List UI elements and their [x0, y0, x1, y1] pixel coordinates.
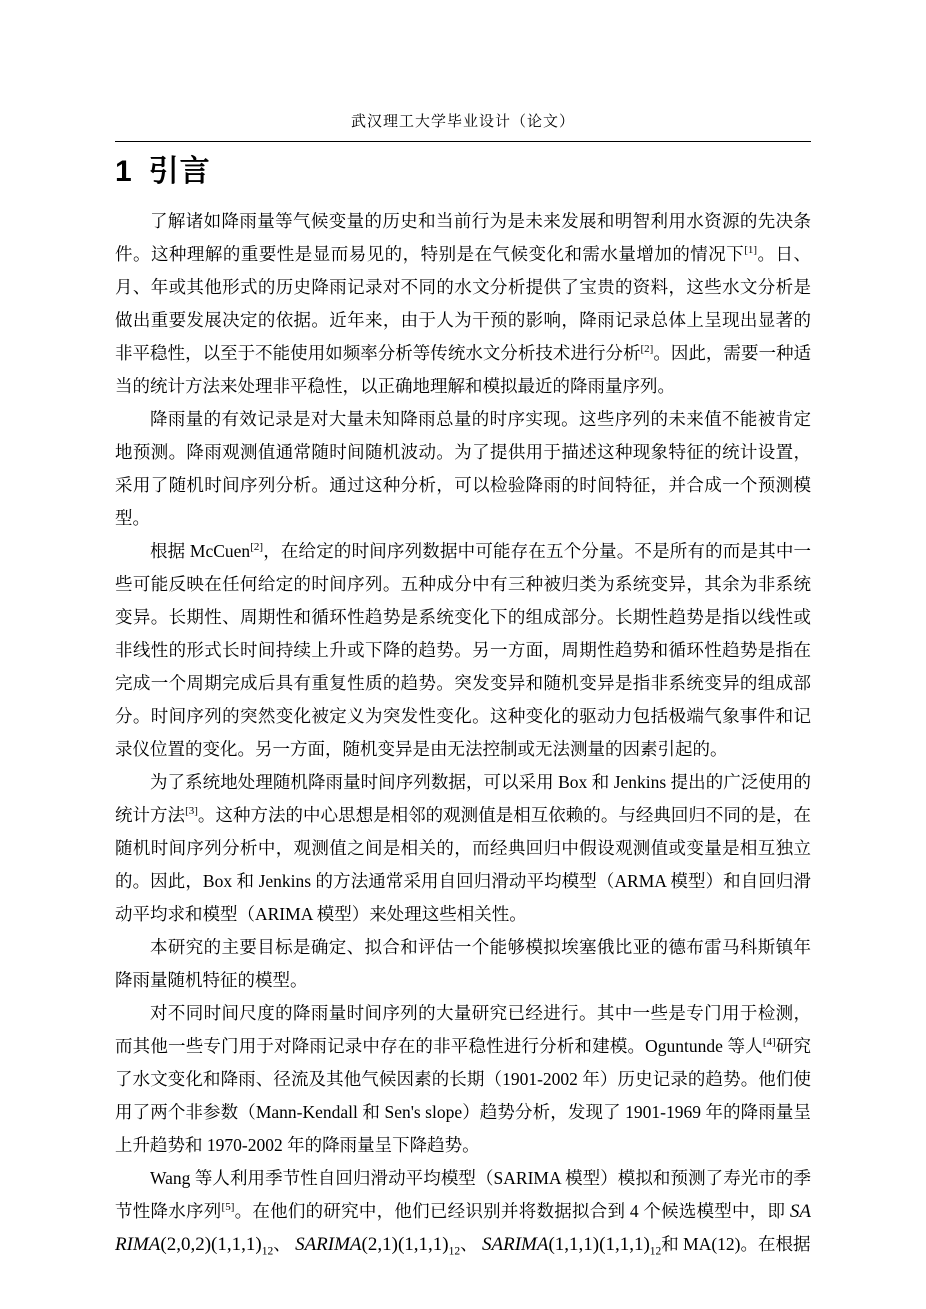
paragraph: [115, 931, 811, 997]
math-expression: (1,1,1)(1,1,1): [548, 1234, 650, 1255]
citation-superscript: [2]: [640, 343, 654, 356]
paragraph: [115, 766, 811, 931]
text-segment: 本研究的主要目标是确定、拟合和评估一个能够模拟埃塞俄比亚的德布雷马科斯镇年降雨量随机特征的模型。: [115, 937, 811, 990]
text-segment: 研究了水文变化和降雨、径流及其他气候因素的长期（1901-2002 年）历史记录的趋势。他们使用了两个非参数（Mann-Kendall 和 Sen's slope）趋势分析，发现了 1901-1969 年的降雨量呈上升趋势和 1970-2002 年的降雨量呈下降趋势。: [115, 1036, 812, 1155]
math-subscript: 12: [649, 1245, 662, 1258]
paragraph: [115, 205, 811, 403]
text-segment: 、: [460, 1234, 482, 1254]
paragraph: [115, 1162, 811, 1261]
citation-superscript: [3]: [185, 805, 198, 818]
document-body: [115, 205, 811, 1261]
text-segment: 降雨量的有效记录是对大量未知降雨总量的时序实现。这些序列的未来值不能被肯定地预测。降雨观测值通常随时间随机波动。为了提供用于描述这种现象特征的统计设置，采用了随机时间序列分析。通过这种分析，可以检验降雨的时间特征，并合成一个预测模型。: [115, 409, 811, 528]
math-variable: SARIMA: [115, 1201, 812, 1255]
text-segment: Wang 等人利用季节性自回归滑动平均模型（SARIMA 模型）模拟和预测了寿光市的季节性降水序列: [115, 1168, 811, 1221]
section-title: [115, 155, 811, 189]
citation-superscript: [1]: [744, 244, 758, 257]
text-segment: 为了系统地处理随机降雨量时间序列数据，可以采用 Box 和 Jenkins 提出的广泛使用的统计方法: [115, 772, 811, 825]
text-segment: 根据 McCuen: [150, 541, 251, 561]
math-subscript: 12: [261, 1245, 274, 1258]
page-header-title: 武汉理工大学毕业设计（论文）: [350, 114, 575, 130]
text-segment: ，在给定的时间序列数据中可能存在五个分量。不是所有的而是其中一些可能反映在任何给定的时间序列。五种成分中有三种被归类为系统变异，其余为非系统变异。长期性、周期性和循环性趋势是系统变化下的组成部分。长期性趋势是指以线性或非线性的形式长时间持续上升或下降的趋势。另一方面，周期性趋势和循环性趋势是指在完成一个周期完成后具有重复性质的趋势。突发变异和随机变异是指非系统变异的组成部分。时间序列的突然变化被定义为突发性变化。这种变化的驱动力包括极端气象事件和记录仪位置的变化。另一方面，随机变异是由无法控制或无法测量的因素引起的。: [115, 541, 811, 759]
citation-superscript: [4]: [762, 1036, 776, 1049]
text-segment: 。这种方法的中心思想是相邻的观测值是相互依赖的。与经典回归不同的是，在随机时间序列分析中，观测值之间是相关的，而经典回归中假设观测值或变量是相互独立的。因此，Box 和 Jenkins 的方法通常采用自回归滑动平均模型（ARMA 模型）和自回归滑动平均求和模型（ARIMA 模型）来处理这些相关性。: [115, 805, 812, 924]
text-segment: 、: [273, 1234, 296, 1254]
math-expression: (2,1)(1,1,1): [361, 1234, 449, 1255]
citation-superscript: [2]: [250, 541, 264, 554]
text-segment: 。日、月、年或其他形式的历史降雨记录对不同的水文分析提供了宝贵的资料，这些水文分析是做出重要发展决定的依据。近年来，由于人为干预的影响，降雨记录总体上呈现出显著的非平稳性，以至于不能使用如频率分析等传统水文分析技术进行分析: [115, 244, 811, 363]
section-number: 1: [115, 155, 133, 188]
text-segment: 和 MA(12)。在根据: [661, 1234, 811, 1254]
math-expression: (2,0,2)(1,1,1): [160, 1234, 262, 1255]
section-label: 引言: [148, 155, 211, 188]
text-segment: 。因此，需要一种适当的统计方法来处理非平稳性，以正确地理解和模拟最近的降雨量序列。: [115, 343, 811, 396]
math-variable: SARIMA: [295, 1234, 362, 1255]
header-divider: [115, 141, 811, 142]
paragraph: [115, 535, 811, 766]
math-variable: SARIMA: [481, 1234, 549, 1255]
text-segment: 了解诸如降雨量等气候变量的历史和当前行为是未来发展和明智利用水资源的先决条件。这种理解的重要性是显而易见的，特别是在气候变化和需水量增加的情况下: [115, 211, 811, 264]
text-segment: 对不同时间尺度的降雨量时间序列的大量研究已经进行。其中一些是专门用于检测，而其他一些专门用于对降雨记录中存在的非平稳性进行分析和建模。Oguntunde 等人: [115, 1003, 811, 1056]
math-subscript: 12: [448, 1245, 461, 1258]
text-segment: 。在他们的研究中，他们已经识别并将数据拟合到 4 个候选模型中，即: [234, 1201, 790, 1221]
paragraph: [115, 403, 811, 535]
citation-superscript: [5]: [221, 1201, 235, 1214]
paragraph: [115, 997, 811, 1162]
